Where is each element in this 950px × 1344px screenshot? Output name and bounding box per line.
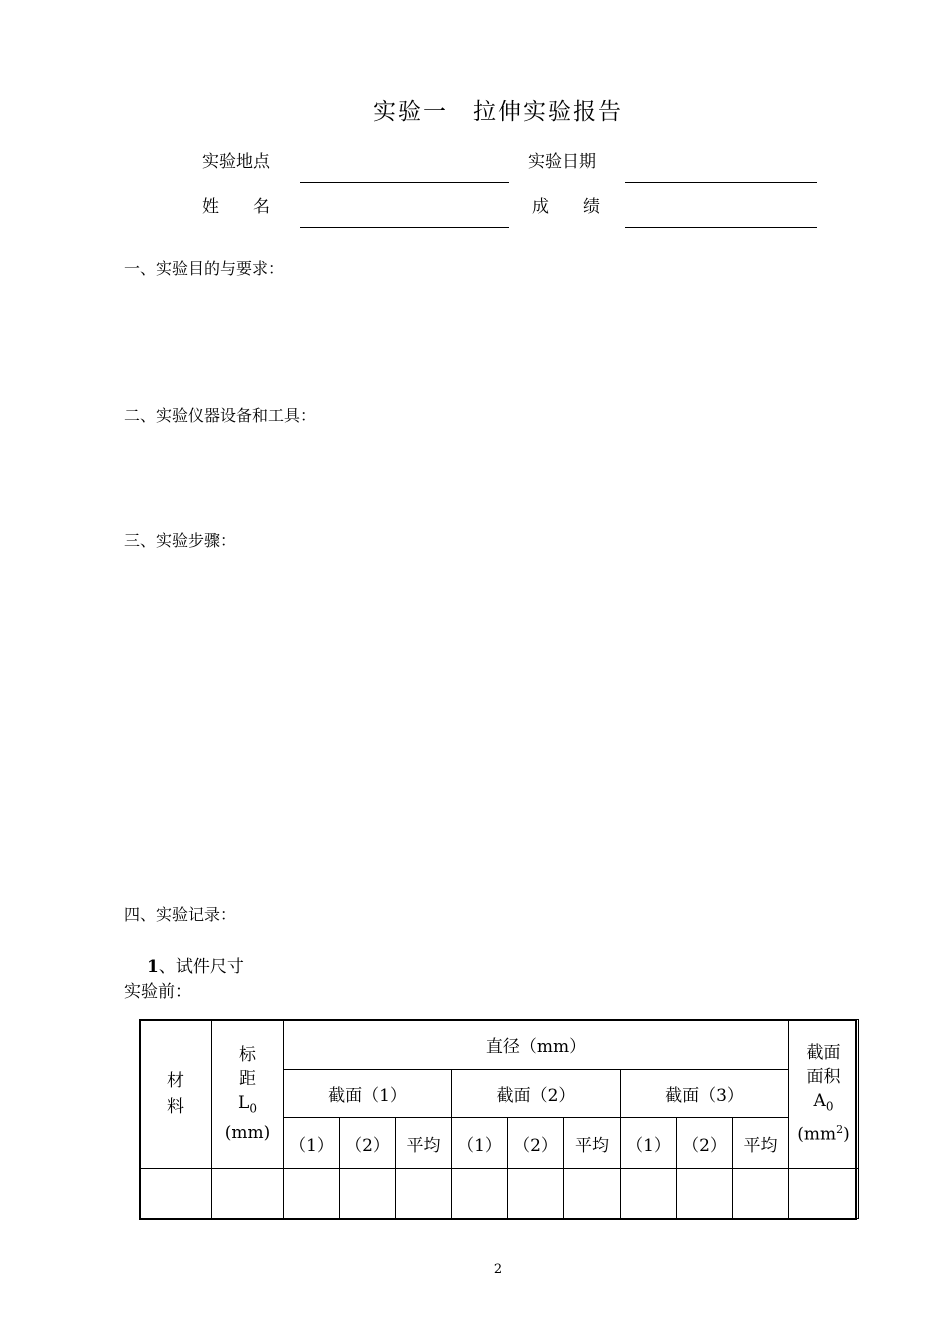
gauge-symbol-subscript: 0 [249,1101,257,1116]
grade-underline[interactable] [625,227,817,228]
material-header [140,1020,212,1169]
name-underline[interactable] [300,227,509,228]
area-header [789,1020,859,1169]
material-char-1: 材 [167,1071,184,1091]
section-2-header: 截面（2） [452,1070,621,1118]
area-char-1: 截面 [806,1042,841,1063]
diameter-header: 直径（mm） [284,1020,789,1070]
gauge-length-header [212,1020,284,1169]
gauge-char-2: 距 [239,1069,256,1090]
date-underline[interactable] [625,182,817,183]
subsection-number: 1 [147,957,159,977]
data-cell[interactable] [564,1169,621,1219]
page-number: 2 [493,1262,503,1277]
section-records: 四、实验记录： [124,905,237,924]
gauge-char-1: 标 [239,1045,256,1066]
section-2-col-avg: 平均 [564,1118,621,1169]
gauge-symbol-letter: L [238,1093,250,1114]
area-symbol-subscript: 0 [825,1099,834,1114]
section-1-col-2: （2） [340,1118,396,1169]
section-3-header: 截面（3） [621,1070,789,1118]
data-cell[interactable] [789,1169,859,1219]
before-label: 实验前： [124,982,192,1002]
date-label: 实验日期 [528,152,596,172]
section-1-header: 截面（1） [284,1070,452,1118]
subsection-label: 、试件尺寸 [158,957,244,977]
gauge-symbol [212,1091,283,1120]
data-cell[interactable] [733,1169,789,1219]
section-2-col-2: （2） [508,1118,564,1169]
name-label: 姓 名 [202,197,270,217]
area-unit-close: ) [843,1125,850,1146]
area-symbol-letter: A [813,1090,826,1111]
data-cell[interactable] [396,1169,452,1219]
grade-label: 成 绩 [532,197,600,217]
data-cell[interactable] [140,1169,212,1219]
material-char-2: 料 [167,1097,184,1117]
section-1-col-avg: 平均 [396,1118,452,1169]
location-underline[interactable] [300,182,509,183]
area-unit-exponent: 2 [836,1123,844,1137]
section-2-col-1: （1） [452,1118,508,1169]
area-char-2: 面积 [806,1066,841,1087]
section-3-col-1: （1） [621,1118,677,1169]
data-cell[interactable] [284,1169,340,1219]
area-symbol [789,1089,858,1118]
data-cell[interactable] [340,1169,396,1219]
data-cell[interactable] [212,1169,284,1219]
data-cell[interactable] [677,1169,733,1219]
page-title: 实验一 拉伸实验报告 [373,99,623,125]
area-unit [789,1118,858,1147]
specimen-size-table [139,1019,859,1219]
subsection-heading [147,952,244,977]
section-3-col-avg: 平均 [733,1118,789,1169]
data-cell[interactable] [452,1169,508,1219]
location-label: 实验地点 [202,152,270,172]
table-row [140,1169,859,1219]
gauge-unit: (mm) [224,1122,271,1143]
section-1-col-1: （1） [284,1118,340,1169]
data-cell[interactable] [508,1169,564,1219]
section-purpose: 一、实验目的与要求： [124,259,285,278]
section-3-col-2: （2） [677,1118,733,1169]
section-equipment: 二、实验仪器设备和工具： [124,406,317,425]
section-steps: 三、实验步骤： [124,531,237,550]
area-unit-base: (mm [797,1125,837,1146]
data-cell[interactable] [621,1169,677,1219]
